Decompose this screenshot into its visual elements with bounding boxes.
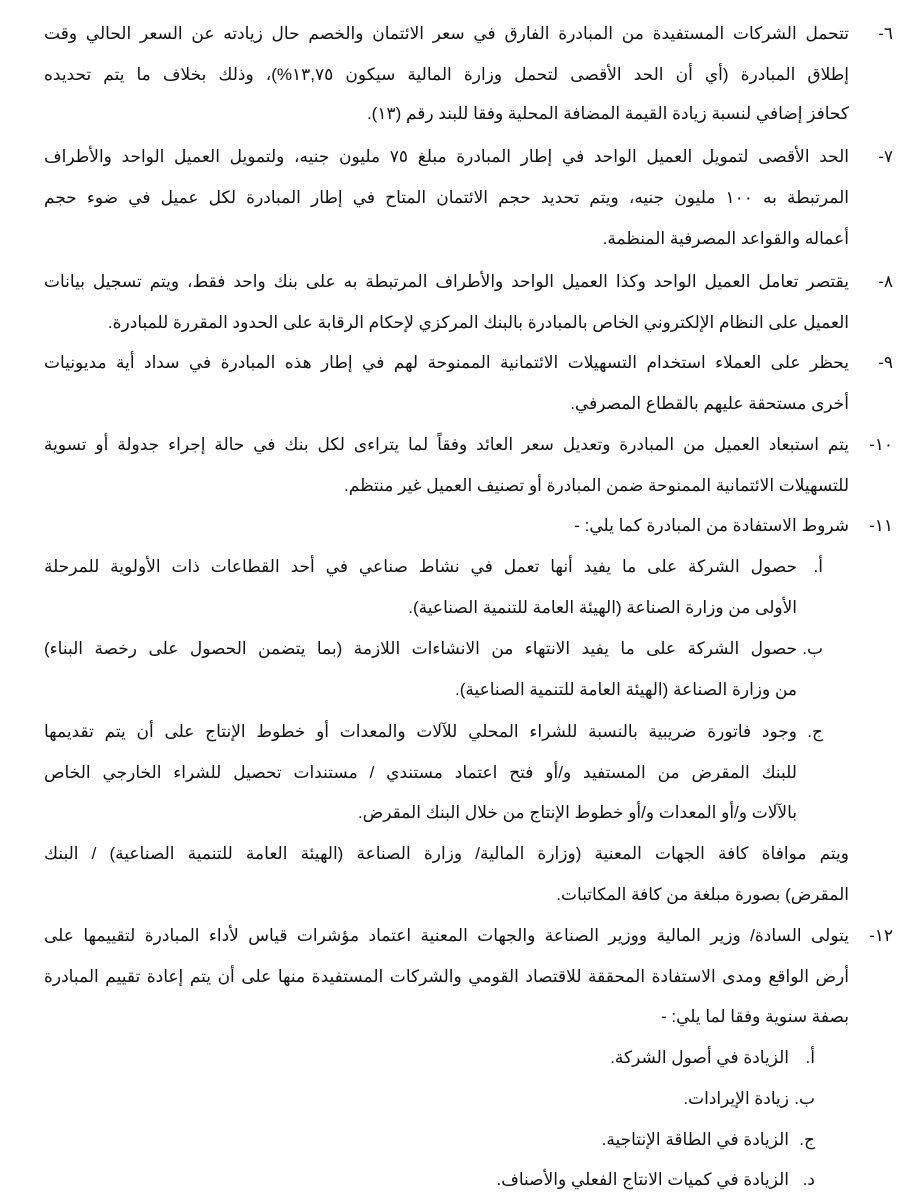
item-7-line-3: أعماله والقواعد المصرفية المنظمة. bbox=[602, 229, 849, 248]
item-6-line-2: إطلاق المبادرة (أي أن الحد الأقصى لتحمل وزارة المالية سيكون ١٣,٧٥%)، وذلك بخلاف ما يتم تحديده bbox=[44, 65, 849, 84]
item-number: ١٢- bbox=[869, 926, 893, 945]
item-8-line-1: يقتصر تعامل العميل الواحد وكذا العميل الواحد والأطراف المرتبطة به على بنك واحد فقط، ويتم تسجيل بيانات bbox=[44, 272, 849, 291]
item-12b-line: زيادة الإيرادات. bbox=[683, 1089, 789, 1108]
item-7-line-1: الحد الأقصى لتمويل العميل الواحد في إطار المبادرة مبلغ ٧٥ مليون جنيه، ولتمويل العميل الواحد والأطراف bbox=[44, 147, 849, 166]
item-10-line-2: للتسهيلات الائتمانية الممنوحة ضمن المبادرة أو تصنيف العميل غير منتظم. bbox=[344, 476, 849, 495]
item-11-line-1: شروط الاستفادة من المبادرة كما يلي: - bbox=[574, 516, 849, 535]
subitem-letter: د. bbox=[802, 1170, 815, 1189]
item-11b-line-2: من وزارة الصناعة (الهيئة العامة للتنمية الصناعية). bbox=[454, 680, 797, 699]
subitem-letter: ج. bbox=[807, 722, 823, 741]
subitem-letter: ج. bbox=[799, 1130, 815, 1149]
item-number: ٧- bbox=[878, 147, 893, 166]
item-6-line-1: تتحمل الشركات المستفيدة من المبادرة الفارق في سعر الائتمان والخصم حال زيادته عن السعر الحالي وقت bbox=[44, 24, 849, 43]
item-number: ٩- bbox=[878, 353, 893, 372]
item-12d-line: الزيادة في كميات الانتاج الفعلي والأصناف. bbox=[496, 1170, 789, 1189]
item-number: ٨- bbox=[878, 272, 893, 291]
item-10-line-1: يتم استبعاد العميل من المبادرة وتعديل سعر العائد وفقاً لما يتراءى لكل بنك في حالة إجراء جدولة أو تسوية bbox=[44, 435, 849, 454]
subitem-letter: أ. bbox=[805, 1048, 815, 1067]
item-12-line-2: أرض الواقع ومدى الاستفادة المحققة للاقتصاد القومي والشركات المستفيدة منها على أن يتم إعادة تقييم المبادرة bbox=[44, 967, 849, 986]
item-11a-line-1: حصول الشركة على ما يفيد أنها تعمل في نشاط صناعي في أحد القطاعات ذات الأولوية للمرحلة bbox=[44, 557, 797, 576]
item-11-footer-line-1: ويتم موافاة كافة الجهات المعنية (وزارة المالية/ وزارة الصناعة (الهيئة العامة للتنمية الصناعية) / البنك bbox=[44, 844, 849, 863]
subitem-letter: ب. bbox=[794, 1089, 815, 1108]
item-9-line-2: أخرى مستحقة عليهم بالقطاع المصرفي. bbox=[570, 394, 849, 413]
item-6-line-3: كحافز إضافي لنسبة زيادة القيمة المضافة المحلية وفقا للبند رقم (١٣). bbox=[366, 104, 849, 123]
item-number: ١١- bbox=[869, 516, 893, 535]
item-12-line-3: بصفة سنوية وفقا لما يلي: - bbox=[660, 1007, 849, 1026]
subitem-letter: أ. bbox=[813, 557, 823, 576]
item-7-line-2: المرتبطة به ١٠٠ مليون جنيه، ويتم تحديد حجم الائتمان المتاح في إطار المبادرة لكل عميل في ضوء حجم bbox=[44, 188, 849, 207]
item-12-line-1: يتولى السادة/ وزير المالية ووزير الصناعة والجهات المعنية اعتماد مؤشرات قياس لأداء المبادرة لتقييمها على bbox=[44, 926, 849, 945]
item-11b-line-1: حصول الشركة على ما يفيد الانتهاء من الانشاءات اللازمة (بما يتضمن الحصول على رخصة البناء) bbox=[44, 639, 797, 658]
item-number: ٦- bbox=[878, 24, 893, 43]
item-11c-line-2: للبنك المقرض من المستفيد و/أو فتح اعتماد مستندي / مستندات تحصيل للشراء الخارجي الخاص bbox=[44, 763, 797, 782]
item-11c-line-1: وجود فاتورة ضريبية بالنسبة للشراء المحلي للآلات والمعدات أو خطوط الإنتاج على أن يتم تقديمها bbox=[44, 722, 797, 741]
item-12a-line: الزيادة في أصول الشركة. bbox=[610, 1048, 789, 1067]
item-9-line-1: يحظر على العملاء استخدام التسهيلات الائتمانية الممنوحة لهم في إطار هذه المبادرة في سداد أية مديونيات bbox=[44, 353, 849, 372]
item-11-footer-line-2: المقرض) بصورة مبلغة من كافة المكاتبات. bbox=[556, 885, 849, 904]
item-11c-line-3: بالآلات و/أو المعدات و/أو خطوط الإنتاج من خلال البنك المقرض. bbox=[357, 803, 797, 822]
item-11a-line-2: الأولى من وزارة الصناعة (الهيئة العامة للتنمية الصناعية). bbox=[408, 598, 797, 617]
item-8-line-2: العميل على النظام الإلكتروني الخاص بالمبادرة بالبنك المركزي لإحكام الرقابة على الحدود المقررة للمبادرة. bbox=[107, 313, 849, 332]
subitem-letter: ب. bbox=[802, 639, 823, 658]
item-number: ١٠- bbox=[869, 435, 893, 454]
item-12c-line: الزيادة في الطاقة الإنتاجية. bbox=[601, 1130, 789, 1149]
